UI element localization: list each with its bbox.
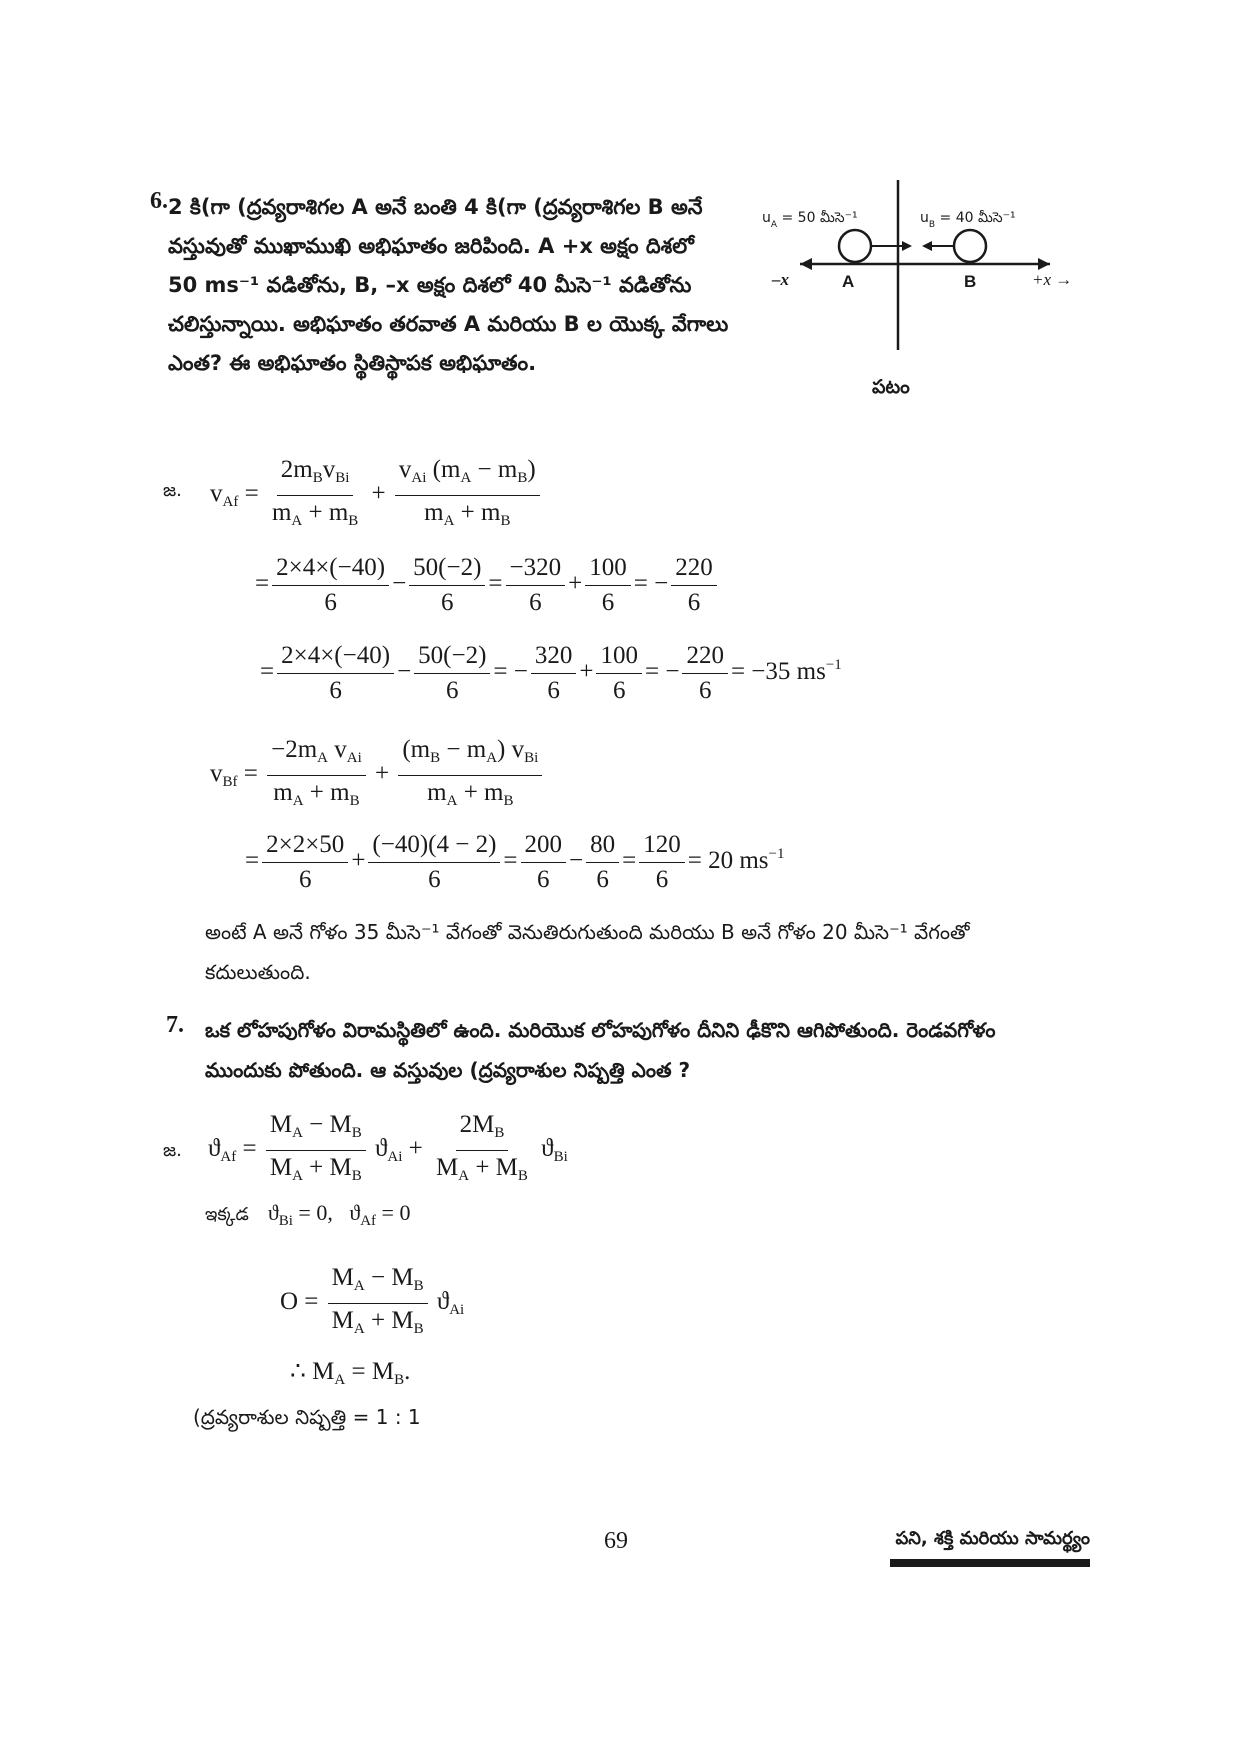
- chapter-title: పని, శక్తి మరియు సామర్థ్యం: [895, 1528, 1090, 1549]
- ua-label: $u_A = 50$ మీసె⁻¹: [762, 210, 858, 230]
- velocity-b-arrowhead: [922, 241, 932, 251]
- theta-af-formula: $ϑ_{Af}$ = $\frac{M_A - M_B}{M_A + M_B}$ $ϑ_{Ai}$ + $\frac{2M_B}{M_A + M_B}$ $ϑ_{Bi}$: [208, 1111, 568, 1184]
- vaf-step2: = $\frac{2\times 4\times(-40)}{6}$ − $\frac{50(-2)}{6}$ = − $\frac{320}{6}$ + $\frac{100}{6}$ = − $\frac{220}{6}$ = −35 $ms^{-1}$: [260, 642, 842, 704]
- figure-caption: పటం: [872, 376, 910, 398]
- question-7-text: ఒక లోహపుగోళం విరామస్థితిలో ఉంది. మరియొక లోహపుగోళం దీనిని ఢీకొని ఆగిపోతుంది. రెండవగోళం ముందుకు పోతుంది. ఆ వస్తువుల (ద్రవ్యరాశుల నిష్పత్తి ఎంత ?: [205, 1018, 996, 1082]
- x-axis-left-arrow: [800, 258, 812, 270]
- ball-b-label: B: [964, 272, 977, 291]
- question-7-number: 7.: [166, 1012, 184, 1038]
- solution-6-conclusion: అంటే A అనే గోళం 35 మీసె⁻¹ వేగంతో వెనుతిరుగుతుంది మరియు B అనే గోళం 20 మీసె⁻¹ వేగంతో కదులుతుంది.: [205, 920, 970, 984]
- pos-x-label: +x →: [1032, 270, 1073, 289]
- vbf-formula: $v_{Bf}$ = $\frac{-2m_A v_{Ai}}{m_A + m_B}$ + $\frac{(m_B - m_A) v_{Bi}}{m_A + m_B}$: [210, 735, 545, 816]
- x-axis-right-arrow: [1038, 258, 1050, 270]
- mass-ratio: (ద్రవ్యరాశుల నిష్పత్తి = 1 : 1: [193, 1405, 421, 1429]
- question-6-number: 6.: [150, 188, 168, 214]
- neg-x-label: –x: [772, 270, 789, 289]
- velocity-a-arrowhead: [902, 241, 912, 251]
- zero-equation: O = $\frac{M_A - M_B}{M_A + M_B}$ $ϑ_{Ai}$: [280, 1264, 465, 1337]
- ball-a-label: A: [842, 272, 855, 291]
- question-6-text: 2 కి(గా (ద్రవ్యరాశిగల A అనే బంతి 4 కి(గా (ద్రవ్యరాశిగల B అనే వస్తువుతో ముఖాముఖి అభిఘాతం జరిపింది. A +x అక్షం దిశలో 50 ms⁻¹ వడితోను, B, –x అక్షం దిశలో 40 మీసె⁻¹ వడితోను చలిస్తున్నాయి. అభిఘాతం తరవాత A మరియు B ల యొక్క వేగాలు ఎంత? ఈ అభిఘాతం స్థితిస్థాపక అభిఘాతం.: [168, 195, 729, 375]
- footer-rule: [890, 1559, 1090, 1567]
- answer-7-label: జ.: [163, 1140, 182, 1161]
- answer-6-label: జ.: [163, 480, 182, 501]
- ub-label: $u_B = 40$ మీసె⁻¹: [920, 210, 1016, 230]
- conditions-line: ఇక్కడ $ϑ_{Bi} = 0$, $ϑ_{Af} = 0$: [205, 1200, 411, 1229]
- vbf-step1: = $\frac{2\times 2\times 50}{6}$ + $\frac{(-40)(4 - 2)}{6}$ = $\frac{200}{6}$ − $\frac{80}{6}$ = $\frac{120}{6}$ = 20 $ms^{-1}$: [245, 831, 785, 893]
- collision-figure: [760, 180, 1073, 410]
- ball-a-circle: [839, 230, 871, 262]
- vaf-step1: = $\frac{2\times 4\times(-40)}{6}$ − $\frac{50(-2)}{6}$ = $\frac{-320}{6}$ + $\frac{100}{6}$ = − $\frac{220}{6}$: [255, 553, 720, 618]
- vaf-formula: $v_{Af}$ = $\frac{2m_Bv_{Bi}}{m_A + m_B}$ + $\frac{v_{Ai} (m_A - m_B)}{m_A + m_B}$: [210, 455, 543, 536]
- page-number: 69: [604, 1528, 628, 1554]
- ball-b-circle: [954, 230, 986, 262]
- therefore-line: ∴ $M_A = M_B$.: [290, 1358, 411, 1388]
